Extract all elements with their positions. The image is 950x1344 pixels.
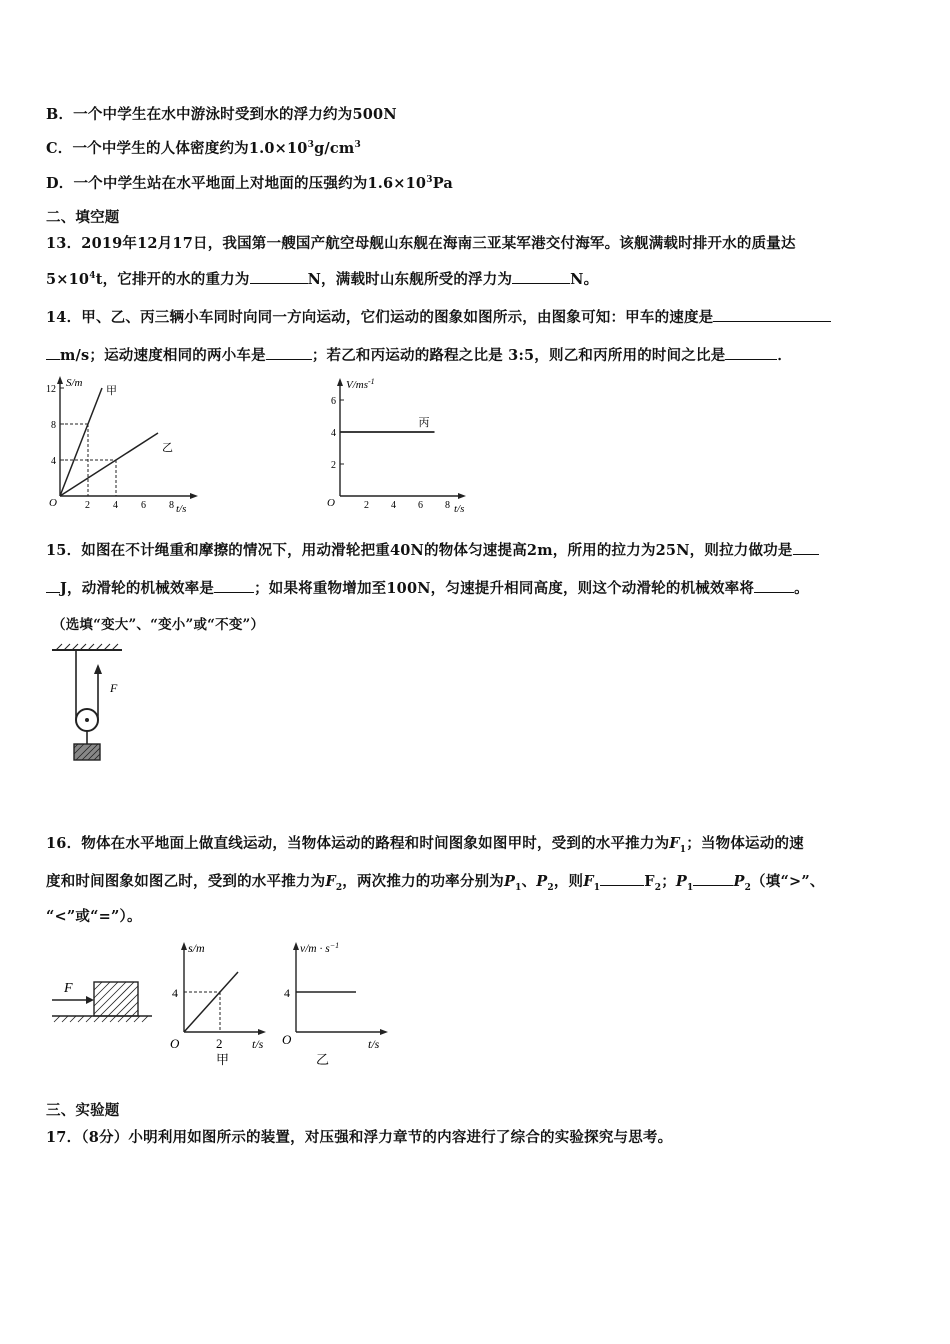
graphA-xlabel: t/s <box>252 1037 264 1051</box>
q16-line3: “<”或“=”）。 <box>46 908 142 925</box>
series-line-yi <box>60 433 158 496</box>
q14-s-t-graph <box>44 372 214 520</box>
answer-blank[interactable] <box>754 578 794 593</box>
x-tick-label: 8 <box>169 500 174 511</box>
x-tick-label: 2 <box>85 500 90 511</box>
q17-line: 17．（8分）小明利用如图所示的装置，对压强和浮力章节的内容进行了综合的实验探究与思考。 <box>46 1129 673 1146</box>
y-tick-label: 4 <box>331 428 336 439</box>
q14-line1: 14．甲、乙、丙三辆小车同时向同一方向运动，它们运动的图象如图所示，由图象可知：甲车的速度是 <box>46 306 831 327</box>
y-tick-label: 8 <box>51 420 56 431</box>
y-tick-label: 4 <box>284 986 290 1000</box>
y-axis-arrow <box>181 942 187 950</box>
x-tick-label: 4 <box>113 500 118 511</box>
answer-blank[interactable] <box>46 578 60 593</box>
x-tick-label: 8 <box>445 500 450 511</box>
q15-hint: （选填“变大”、“变小”或“不变”） <box>52 617 265 633</box>
answer-blank[interactable] <box>250 269 308 284</box>
q13-line1: 13．2019年12月17日，我国第一艘国产航空母舰山东舰在海南三亚某军港交付海军。该舰满载时排开水的质量达 <box>46 235 796 252</box>
force-arrow <box>94 664 102 674</box>
answer-blank[interactable] <box>793 540 819 555</box>
series-label: 甲 <box>106 385 117 397</box>
graphB-origin: O <box>282 1032 292 1047</box>
y-tick-label: 4 <box>51 456 56 467</box>
answer-blank[interactable] <box>600 871 644 886</box>
y-tick-label: 12 <box>46 384 56 395</box>
graph2-ylabel: $V/ms^{-1}$ <box>346 377 375 391</box>
answer-blank[interactable] <box>46 345 60 360</box>
force-label: F <box>110 681 118 695</box>
q16-block-figure <box>48 970 158 1030</box>
y-tick-label: 6 <box>331 396 336 407</box>
y-axis-arrow <box>57 376 63 384</box>
x-axis-arrow <box>190 493 198 499</box>
answer-blank[interactable] <box>725 345 777 360</box>
force-arrow-head <box>86 996 94 1004</box>
q15-line2: J，动滑轮的机械效率是 ；如果将重物增加至100N，匀速提升相同高度，则这个动滑轮的机械效率将 。 <box>46 577 809 598</box>
answer-blank[interactable] <box>266 345 312 360</box>
q15-line1: 15．如图在不计绳重和摩擦的情况下，用动滑轮把重40N的物体匀速提高2m，所用的拉力为25N，则拉力做功是 <box>46 539 819 560</box>
graph1-ylabel: S/m <box>66 377 83 389</box>
graphA-origin: O <box>170 1036 180 1051</box>
q12-option-c: C．一个中学生的人体密度约为$1.0\times 10^3g/cm^3$ <box>46 140 361 157</box>
series-label: 丙 <box>418 417 430 429</box>
q16-v-t-graph <box>278 936 398 1072</box>
y-tick-label: 2 <box>331 460 336 471</box>
y-tick-label: 4 <box>172 986 178 1000</box>
x-axis-arrow <box>258 1029 266 1035</box>
y-axis-arrow <box>293 942 299 950</box>
answer-blank[interactable] <box>214 578 254 593</box>
y-axis-arrow <box>337 378 343 386</box>
pulley-axle <box>85 718 89 722</box>
series-line-s-t <box>184 972 238 1032</box>
section-experiment-heading: 三、实验题 <box>46 1102 120 1119</box>
x-tick-label: 6 <box>141 500 146 511</box>
answer-blank[interactable] <box>713 307 831 322</box>
graphB-ylabel: $v/m \cdot s^{-1}$ <box>300 941 340 955</box>
ceiling <box>52 644 122 650</box>
q15-pulley-figure <box>50 642 140 802</box>
graph1-origin: O <box>49 497 57 509</box>
x-axis-arrow <box>380 1029 388 1035</box>
x-tick-label: 2 <box>216 1036 223 1051</box>
x-tick-label: 2 <box>364 500 369 511</box>
q12-option-b: B．一个中学生在水中游泳时受到水的浮力约为500N <box>46 106 397 123</box>
graph2-xlabel: t/s <box>454 503 465 515</box>
q16-line2: 度和时间图象如图乙时，受到的水平推力为$F_2$，两次推力的功率分别为$P_1$、$P_2$，则$F_1$ $F_2$；$P_1$ $P_2$（填“>”、 <box>46 873 825 893</box>
answer-blank[interactable] <box>512 269 570 284</box>
q13-line2: $5\times 10^4t$，它排开的水的重力为 N，满载时山东舰所受的浮力为 N。 <box>46 271 599 288</box>
force-label: F <box>64 981 73 996</box>
graphA-caption: 甲 <box>216 1052 230 1067</box>
answer-blank[interactable] <box>693 871 733 886</box>
q14-line2: m/s；运动速度相同的两小车是 ；若乙和丙运动的路程之比是 3:5，则乙和丙所用的时间之比是 ． <box>46 344 792 365</box>
graphB-xlabel: t/s <box>368 1037 380 1051</box>
graph1-xlabel: t/s <box>176 503 187 515</box>
graphB-caption: 乙 <box>316 1052 330 1067</box>
x-tick-label: 4 <box>391 500 396 511</box>
series-label: 乙 <box>162 442 173 454</box>
section-fill-in-heading: 二、填空题 <box>46 209 120 226</box>
graph2-origin: O <box>327 497 335 509</box>
q16-line1: 16．物体在水平地面上做直线运动，当物体运动的路程和时间图象如图甲时，受到的水平推力为$F_1$；当物体运动的速 <box>46 835 804 855</box>
q16-s-t-graph <box>162 936 272 1072</box>
x-axis-arrow <box>458 493 466 499</box>
graphA-ylabel: s/m <box>188 941 205 955</box>
series-line-jia <box>60 388 102 496</box>
q12-option-d: D．一个中学生站在水平地面上对地面的压强约为$1.6\times 10^3Pa$ <box>46 175 454 192</box>
q14-v-t-graph <box>322 372 482 520</box>
x-tick-label: 6 <box>418 500 423 511</box>
